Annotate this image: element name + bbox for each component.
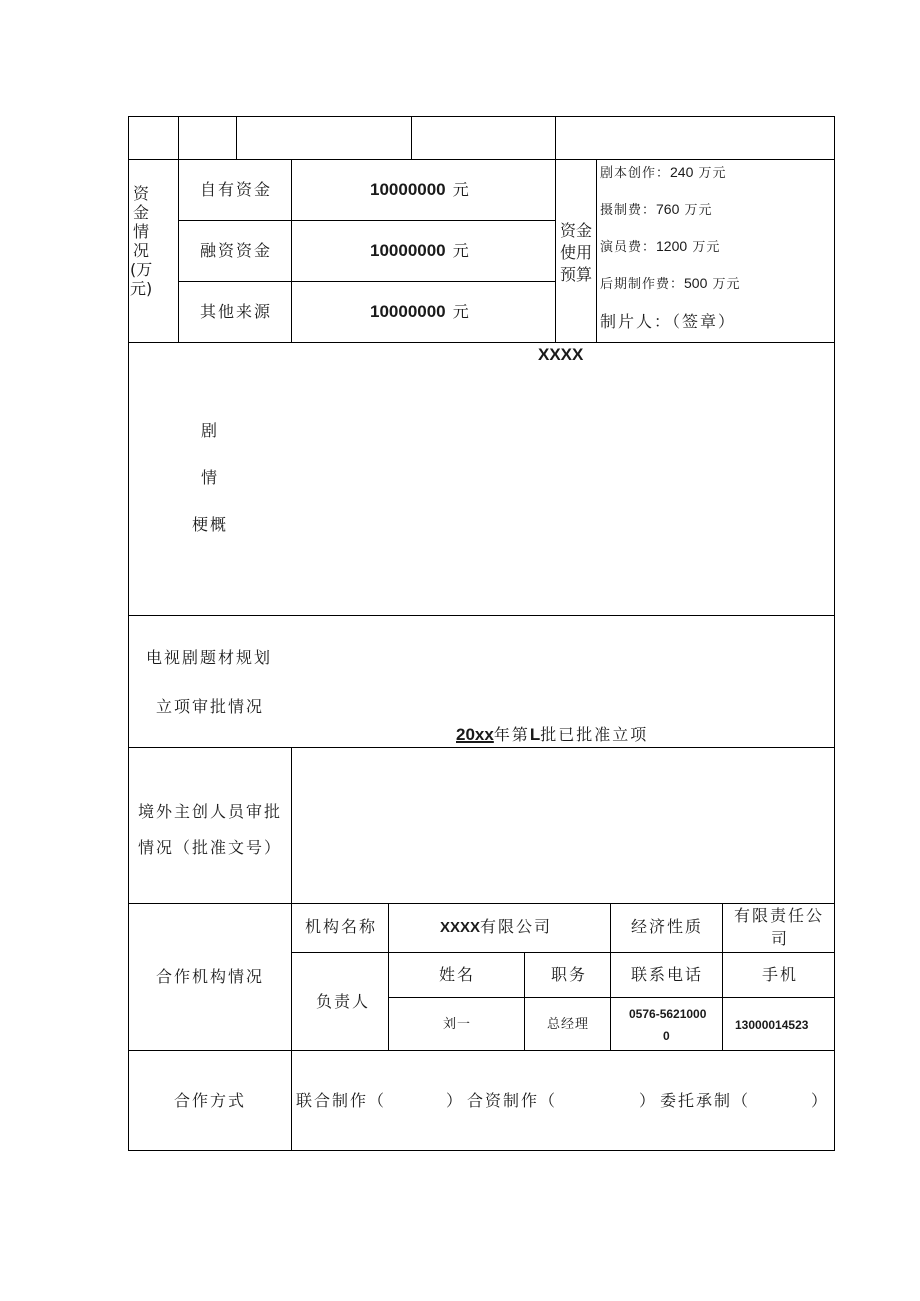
approval-year: 20xx [456,725,494,744]
org-name-value [440,917,552,938]
rule [128,116,129,1151]
synopsis-label: 梗概 [192,515,229,534]
budget-item [600,199,713,221]
budget-item [600,162,727,184]
rule [128,903,835,904]
rule [388,903,389,1050]
coop-close: ） [811,1091,830,1110]
budget-item-unit: 万元 [712,277,741,292]
synopsis-label: 剧 [201,421,220,440]
amount-value: 10000000 [370,241,446,260]
coop-option-joint[interactable]: 联合制作（ [296,1091,387,1110]
rule [291,952,835,953]
partner-section-label: 合作机构情况 [156,967,265,986]
budget-item-value: 1200 [656,238,688,254]
own-funds-amount [370,180,471,200]
rule [128,615,835,616]
person-name: 刘一 [443,1017,472,1032]
rule [178,281,556,282]
col-header-phone: 联系电话 [631,965,704,984]
rule [291,747,292,1151]
budget-item-label: 剧本创作： [600,166,671,181]
amount-unit: 元 [452,241,471,260]
col-header-title: 职务 [551,965,588,984]
rule [411,116,412,159]
coop-close: ） [446,1091,465,1110]
producer-signature-label: 制片人：（签章） [600,312,737,331]
amount-value: 10000000 [370,302,446,321]
person-mobile: 13000014523 [735,1018,809,1032]
col-header-mobile: 手机 [762,965,799,984]
amount-value: 10000000 [370,180,446,199]
budget-item-label: 后期制作费： [600,277,685,292]
rule [178,220,556,221]
rule [128,159,835,160]
person-phone: 0 [663,1029,670,1043]
rule [128,1050,835,1051]
budget-item [600,236,720,258]
coop-option-venture[interactable]: 合资制作（ [467,1091,558,1110]
coop-option-commissioned[interactable]: 委托承制（ [660,1091,751,1110]
drama-title: XXXX [538,345,584,364]
rule [128,747,835,748]
rule [178,116,179,342]
budget-item-unit: 万元 [692,240,721,255]
rule [596,159,597,342]
rule [610,903,611,1050]
synopsis-label: 情 [201,468,220,487]
own-funds-label: 自有资金 [200,180,273,199]
approval-label: 电视剧题材规划 [146,648,273,667]
person-in-charge-label: 负责人 [316,992,371,1011]
budget-item-label: 摄制费： [600,203,657,218]
overseas-approval-label: 情况（批准文号） [138,838,283,857]
rule [555,116,556,342]
budget-item [600,273,741,295]
coop-label: 合作方式 [174,1091,247,1110]
approval-status [456,725,648,745]
budget-item-value: 240 [670,164,694,180]
rule [388,997,835,998]
econ-nature-value: 司 [771,929,790,948]
financing-funds-amount [370,241,471,261]
rule [128,116,835,117]
econ-nature-label: 经济性质 [631,917,704,936]
col-header-name: 姓名 [439,965,476,984]
other-source-label: 其他来源 [200,302,273,321]
rule [128,1150,835,1151]
org-name-rest: 有限公司 [480,917,553,936]
budget-label: 资金使用预算 [559,221,592,284]
approval-text: 年第 [493,725,530,744]
rule [291,159,292,342]
overseas-approval-label: 境外主创人员审批 [138,802,283,821]
econ-nature-value: 有限责任公 [734,906,825,925]
amount-unit: 元 [452,302,471,321]
rule [722,903,723,1050]
org-name-label: 机构名称 [305,917,378,936]
other-source-amount [370,302,471,322]
org-name-bold: XXXX [440,919,481,936]
rule [834,116,835,1151]
rule [128,342,835,343]
approval-batch: L [529,725,541,744]
coop-close: ） [639,1091,658,1110]
approval-label: 立项审批情况 [156,697,265,716]
budget-item-value: 760 [656,201,680,217]
person-phone: 0576-5621000 [629,1007,707,1021]
budget-item-value: 500 [684,275,708,291]
amount-unit: 元 [452,180,471,199]
funds-section-label: 资金情况(万元) [130,184,153,298]
rule [236,116,237,159]
person-title: 总经理 [547,1017,590,1032]
budget-item-unit: 万元 [684,203,713,218]
approval-text: 批已批准立项 [540,725,649,744]
financing-funds-label: 融资资金 [200,241,273,260]
budget-item-unit: 万元 [698,166,727,181]
budget-item-label: 演员费： [600,240,657,255]
rule [524,952,525,1050]
